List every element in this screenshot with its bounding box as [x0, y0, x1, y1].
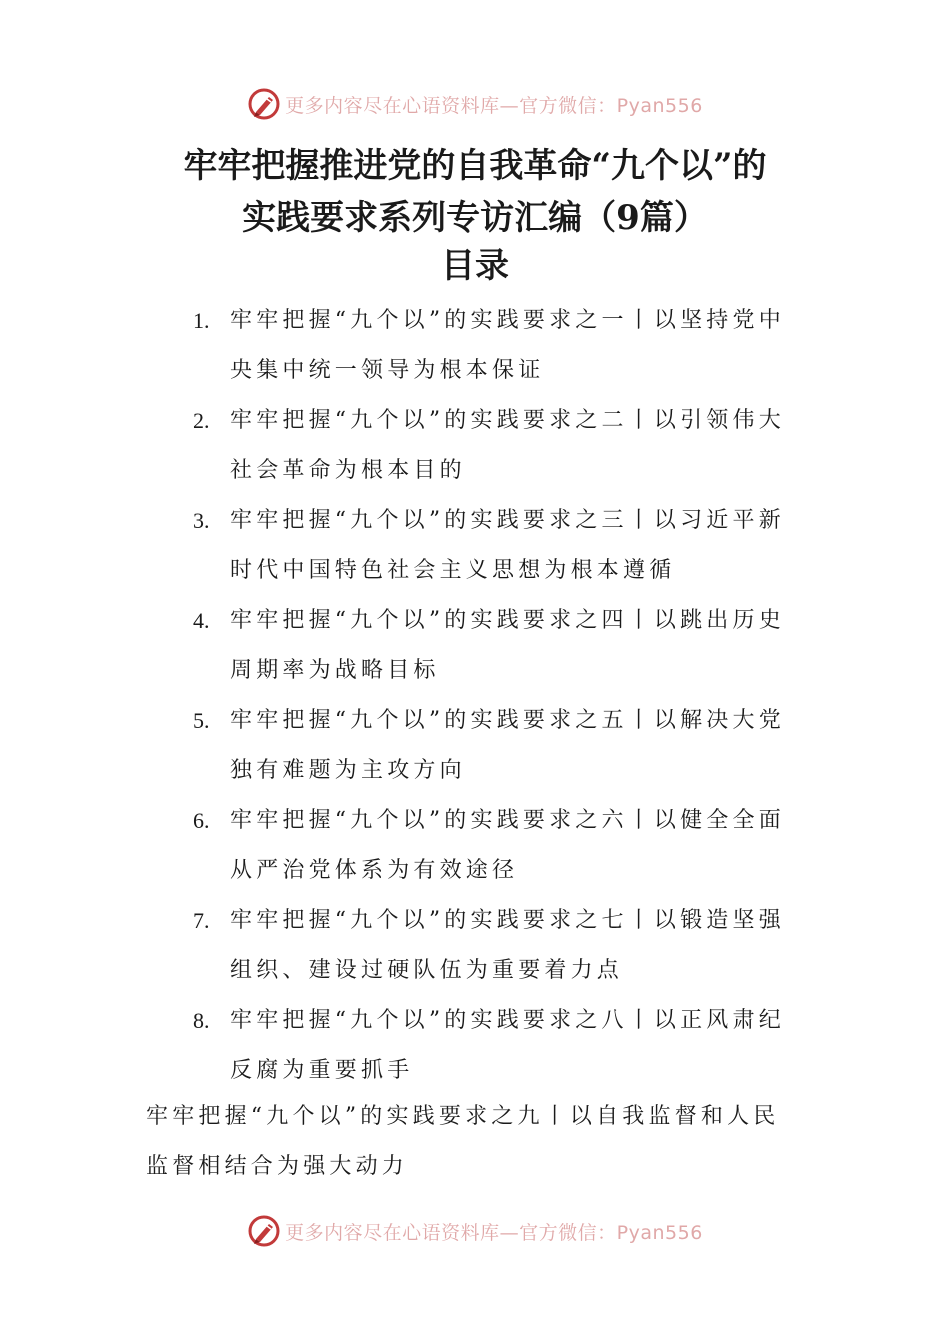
- toc-item-number: 8.: [193, 1008, 210, 1033]
- toc-item-number: 3.: [193, 508, 210, 533]
- watermark-text: 更多内容尽在心语资料库—官方微信：Pyan556: [285, 94, 703, 117]
- toc-item-8: [0, 996, 950, 1096]
- toc-item-1: [0, 296, 950, 396]
- pen-logo-icon: [247, 1214, 281, 1248]
- toc-item-number: 1.: [193, 308, 210, 333]
- toc-item-7: [0, 896, 950, 996]
- toc-item-text: 牢牢把握“九个以”的实践要求之三丨以习近平新时代中国特色社会主义思想为根本遵循: [230, 508, 785, 583]
- watermark-wechat-id: Pyan556: [616, 1221, 703, 1244]
- watermark-wechat-id: Pyan556: [616, 94, 703, 117]
- pen-logo-icon: [247, 87, 281, 121]
- toc-item-9: 牢牢把握“九个以”的实践要求之九丨以自我监督和人民监督相结合为强大动力: [146, 1104, 780, 1179]
- toc-item-4: [0, 596, 950, 696]
- toc-item-text: 牢牢把握“九个以”的实践要求之一丨以坚持党中央集中统一领导为根本保证: [230, 308, 785, 383]
- toc-item-2: [0, 396, 950, 496]
- toc-item-6: [0, 796, 950, 896]
- header-watermark: [0, 84, 950, 124]
- toc-item-number: 4.: [193, 608, 210, 633]
- toc-item-number: 5.: [193, 708, 210, 733]
- watermark-text: 更多内容尽在心语资料库—官方微信：Pyan556: [285, 1221, 703, 1244]
- toc-item-number: 7.: [193, 908, 210, 933]
- footer-watermark: [0, 1211, 950, 1251]
- title-line-1: 牢牢把握推进党的自我革命“九个以”的: [183, 146, 767, 186]
- toc-item-text: 牢牢把握“九个以”的实践要求之六丨以健全全面从严治党体系为有效途径: [230, 808, 785, 883]
- toc-item-text: 牢牢把握“九个以”的实践要求之五丨以解决大党独有难题为主攻方向: [230, 708, 785, 783]
- toc-item-text: 牢牢把握“九个以”的实践要求之八丨以正风肃纪反腐为重要抓手: [230, 1008, 785, 1083]
- toc-heading: 目录: [441, 246, 509, 286]
- toc-item-text: 牢牢把握“九个以”的实践要求之二丨以引领伟大社会革命为根本目的: [230, 408, 785, 483]
- toc-item-5: [0, 696, 950, 796]
- document-title: [0, 140, 950, 244]
- toc-item-text: 牢牢把握“九个以”的实践要求之七丨以锻造坚强组织、建设过硬队伍为重要着力点: [230, 908, 785, 983]
- toc-item-number: 6.: [193, 808, 210, 833]
- toc-item-3: [0, 496, 950, 596]
- toc-item-text: 牢牢把握“九个以”的实践要求之四丨以跳出历史周期率为战略目标: [230, 608, 785, 683]
- toc-item-number: 2.: [193, 408, 210, 433]
- toc-list: [0, 296, 950, 1096]
- title-line-2: 实践要求系列专访汇编（9篇）: [242, 198, 708, 238]
